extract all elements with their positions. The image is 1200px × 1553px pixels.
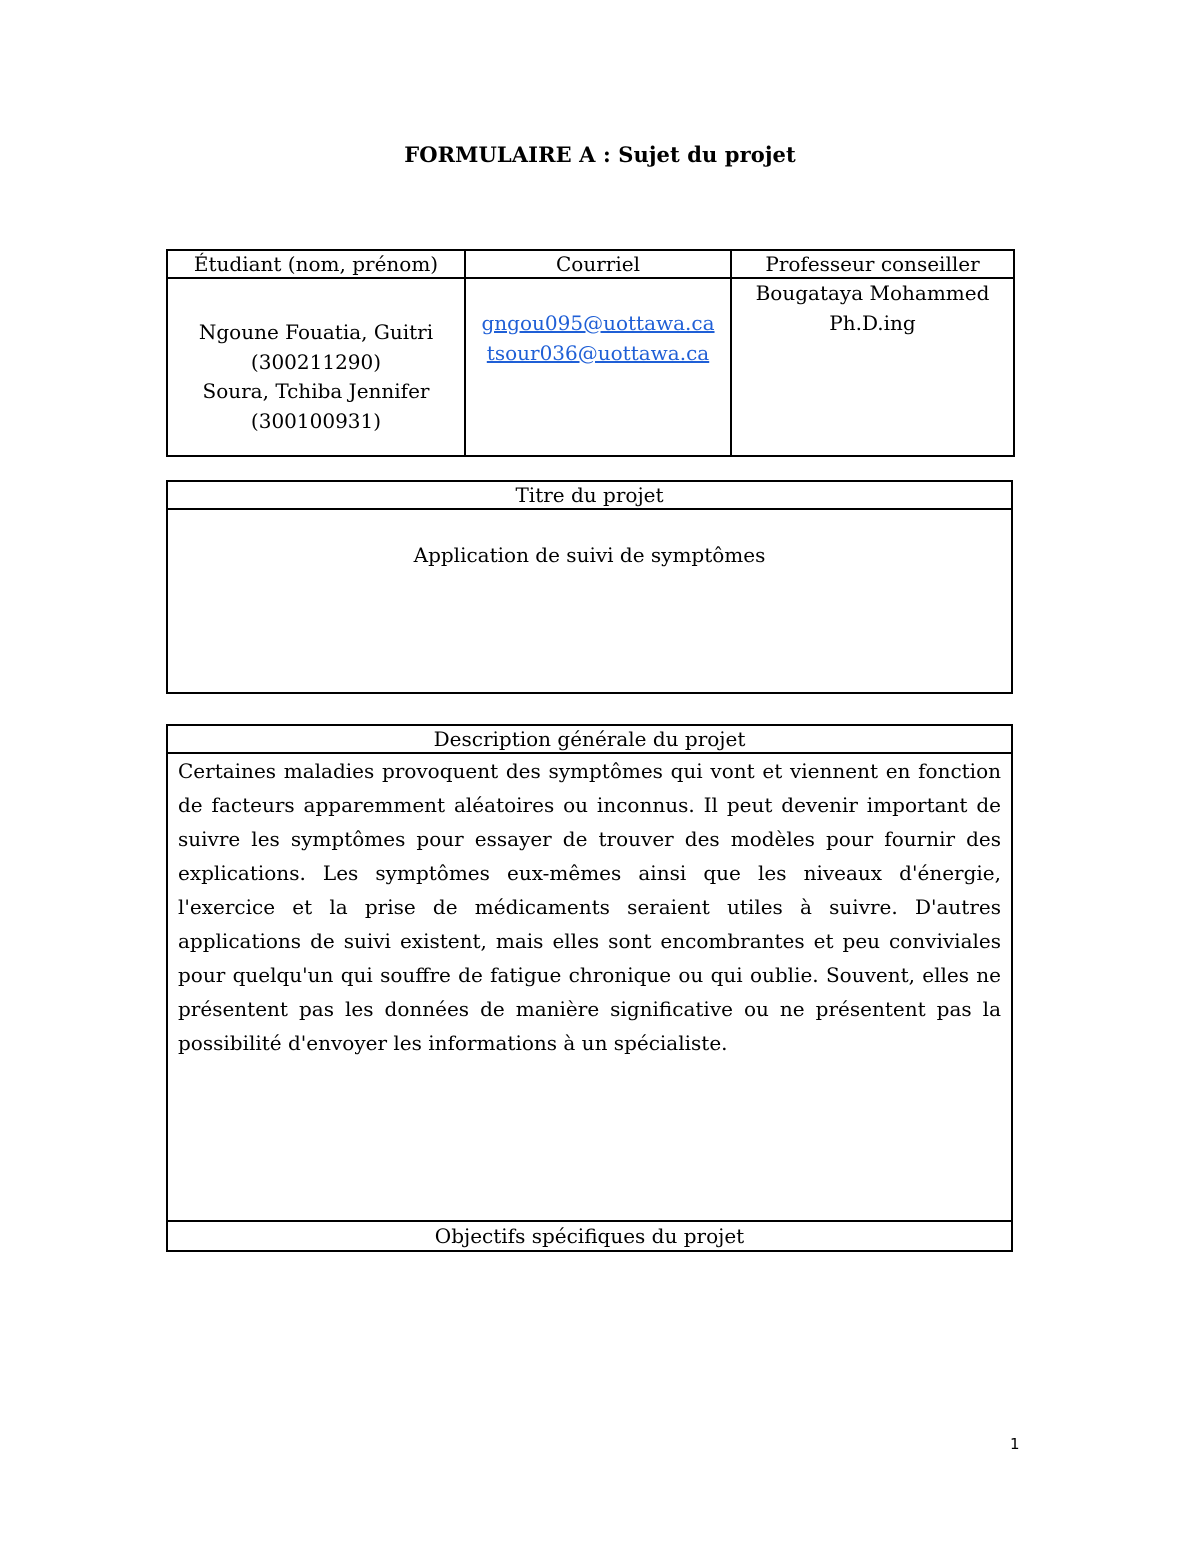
advisor-title: Ph.D.ing	[829, 310, 916, 335]
email-link[interactable]: gngou095@uottawa.ca	[481, 311, 715, 335]
project-description-table	[166, 724, 1013, 1252]
description-header: Description générale du projet	[167, 725, 1012, 753]
student-name: Soura, Tchiba Jennifer	[202, 379, 430, 403]
student-id: (300100931)	[250, 408, 382, 433]
objectives-header-row	[167, 1221, 1012, 1251]
description-header-row	[167, 725, 1012, 753]
email-link[interactable]: tsour036@uottawa.ca	[486, 340, 710, 365]
students-table-row	[167, 278, 1014, 456]
project-title-value: Application de suivi de symptômes	[167, 509, 1012, 693]
description-row	[167, 753, 1012, 1221]
description-text: Certaines maladies provoquent des symptômes qui vont et viennent en fonction de facteurs apparemment aléatoires ou inconnus. Il peut devenir important de suivre les symptômes pour essayer de trouver des modèles pour fournir des explications. Les symptômes eux-mêmes ainsi que les niveaux d'énergie, l'exercice et la prise de médicaments seraient utiles à suivre. D'autres applications de suivi existent, mais elles sont encombrantes et peu conviviales pour quelqu'un qui souffre de fatigue chronique ou qui oublie. Souvent, elles ne présentent pas les données de manière significative ou ne présentent pas la possibilité d'envoyer les informations à un spécialiste.	[178, 759, 1001, 1055]
project-title-row	[167, 509, 1012, 693]
student-column-header: Étudiant (nom, prénom)	[167, 250, 465, 278]
advisor-name: Bougataya Mohammed	[755, 281, 990, 305]
project-title-table	[166, 480, 1013, 694]
page-title: FORMULAIRE A : Sujet du projet	[404, 142, 796, 167]
student-id: (300211290)	[250, 349, 382, 374]
project-title-header-row	[167, 481, 1012, 509]
objectives-header: Objectifs spécifiques du projet	[167, 1221, 1012, 1251]
project-title-header: Titre du projet	[167, 481, 1012, 509]
student-name: Ngoune Fouatia, Guitri	[198, 320, 434, 344]
students-table	[166, 249, 1015, 457]
description-cell	[167, 753, 1012, 1221]
advisor-cell	[731, 278, 1014, 456]
students-cell	[167, 278, 465, 456]
page-number: 1	[1010, 1435, 1020, 1453]
emails-cell	[465, 278, 731, 456]
advisor-column-header: Professeur conseiller	[731, 250, 1014, 278]
students-table-header-row	[167, 250, 1014, 278]
email-column-header: Courriel	[465, 250, 731, 278]
